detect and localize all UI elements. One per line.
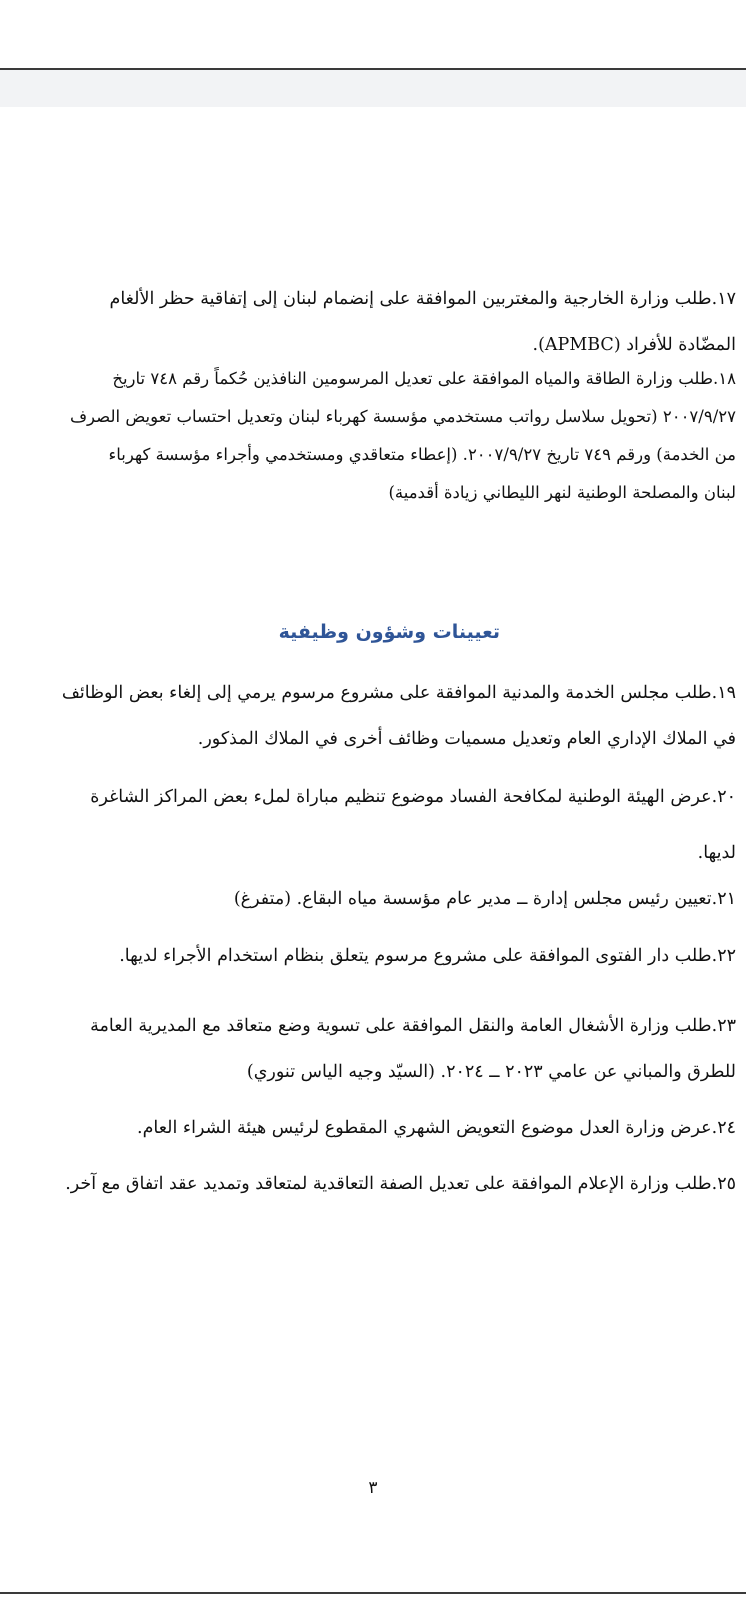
item-number: ١٩. xyxy=(711,683,736,703)
list-item-line: من الخدمة) ورقم ٧٤٩ تاريخ ٢٠٠٧/٩/٢٧. (إعطاء متعاقدي ومستخدمي وأجراء مؤسسة كهرباء xyxy=(108,445,736,464)
list-item-21 xyxy=(14,884,736,914)
list-item-line: ٢٥.طلب وزارة الإعلام الموافقة على تعديل الصفة التعاقدية لمتعاقد وتمديد عقد اتفاق مع آخر. xyxy=(65,1174,736,1194)
top-margin xyxy=(0,0,746,68)
list-item-17 xyxy=(14,276,736,368)
list-item-18 xyxy=(14,360,736,512)
list-item-line: في الملاك الإداري العام وتعديل مسميات وظائف أخرى في الملاك المذكور. xyxy=(197,729,736,749)
list-item-line: ٢٢.طلب دار الفتوى الموافقة على مشروع مرسوم يتعلق بنظام استخدام الأجراء لديها. xyxy=(119,946,736,966)
list-item-line: لديها. xyxy=(697,843,736,863)
header-band xyxy=(0,70,746,107)
list-item-line: ١٧.طلب وزارة الخارجية والمغتربين الموافقة على إنضمام لبنان إلى إتفاقية حظر الألغام xyxy=(109,289,736,309)
item-number: ٢٠. xyxy=(711,787,736,807)
list-item-line: المضّادة للأفراد (APMBC). xyxy=(532,335,736,355)
list-item-20 xyxy=(14,769,736,881)
list-item-22 xyxy=(14,941,736,971)
list-item-line: ١٨.طلب وزارة الطاقة والمياه الموافقة على تعديل المرسومين النافذين حُكماً رقم ٧٤٨ تاريخ xyxy=(112,369,736,388)
list-item-line: للطرق والمباني عن عامي ٢٠٢٣ ــ ٢٠٢٤. (السيّد وجيه الياس تنوري) xyxy=(246,1062,736,1082)
item-number: ١٨. xyxy=(713,369,736,388)
list-item-line: ٢٠٠٧/٩/٢٧ (تحويل سلاسل رواتب مستخدمي مؤسسة كهرباء لبنان وتعديل احتساب تعويض الصرف xyxy=(69,407,736,426)
item-number: ٢٥. xyxy=(711,1174,736,1194)
page-number: ٣ xyxy=(368,1478,378,1498)
list-item-line: ١٩.طلب مجلس الخدمة والمدنية الموافقة على مشروع مرسوم يرمي إلى إلغاء بعض الوظائف xyxy=(61,683,736,703)
list-item-line: ٢٤.عرض وزارة العدل موضوع التعويض الشهري المقطوع لرئيس هيئة الشراء العام. xyxy=(137,1118,736,1138)
item-number: ١٧. xyxy=(711,289,736,309)
list-item-24 xyxy=(14,1113,736,1143)
section-heading: تعيينات وشؤون وظيفية xyxy=(278,621,500,643)
list-item-19 xyxy=(14,670,736,762)
footer-rule xyxy=(0,1592,746,1594)
list-item-line: لبنان والمصلحة الوطنية لنهر الليطاني زيادة أقدمية) xyxy=(388,483,736,502)
list-item-line: ٢٠.عرض الهيئة الوطنية لمكافحة الفساد موضوع تنظيم مباراة لملء بعض المراكز الشاغرة xyxy=(90,787,736,807)
list-item-line: ٢١.تعيين رئيس مجلس إدارة ــ مدير عام مؤسسة مياه البقاع. (متفرغ) xyxy=(233,889,736,909)
list-item-25 xyxy=(14,1169,736,1199)
item-number: ٢٢. xyxy=(711,946,736,966)
list-item-line: ٢٣.طلب وزارة الأشغال العامة والنقل الموافقة على تسوية وضع متعاقد مع المديرية العامة xyxy=(90,1016,736,1036)
item-number: ٢٤. xyxy=(711,1118,736,1138)
item-number: ٢١. xyxy=(711,889,736,909)
list-item-23 xyxy=(14,1003,736,1095)
item-number: ٢٣. xyxy=(711,1016,736,1036)
